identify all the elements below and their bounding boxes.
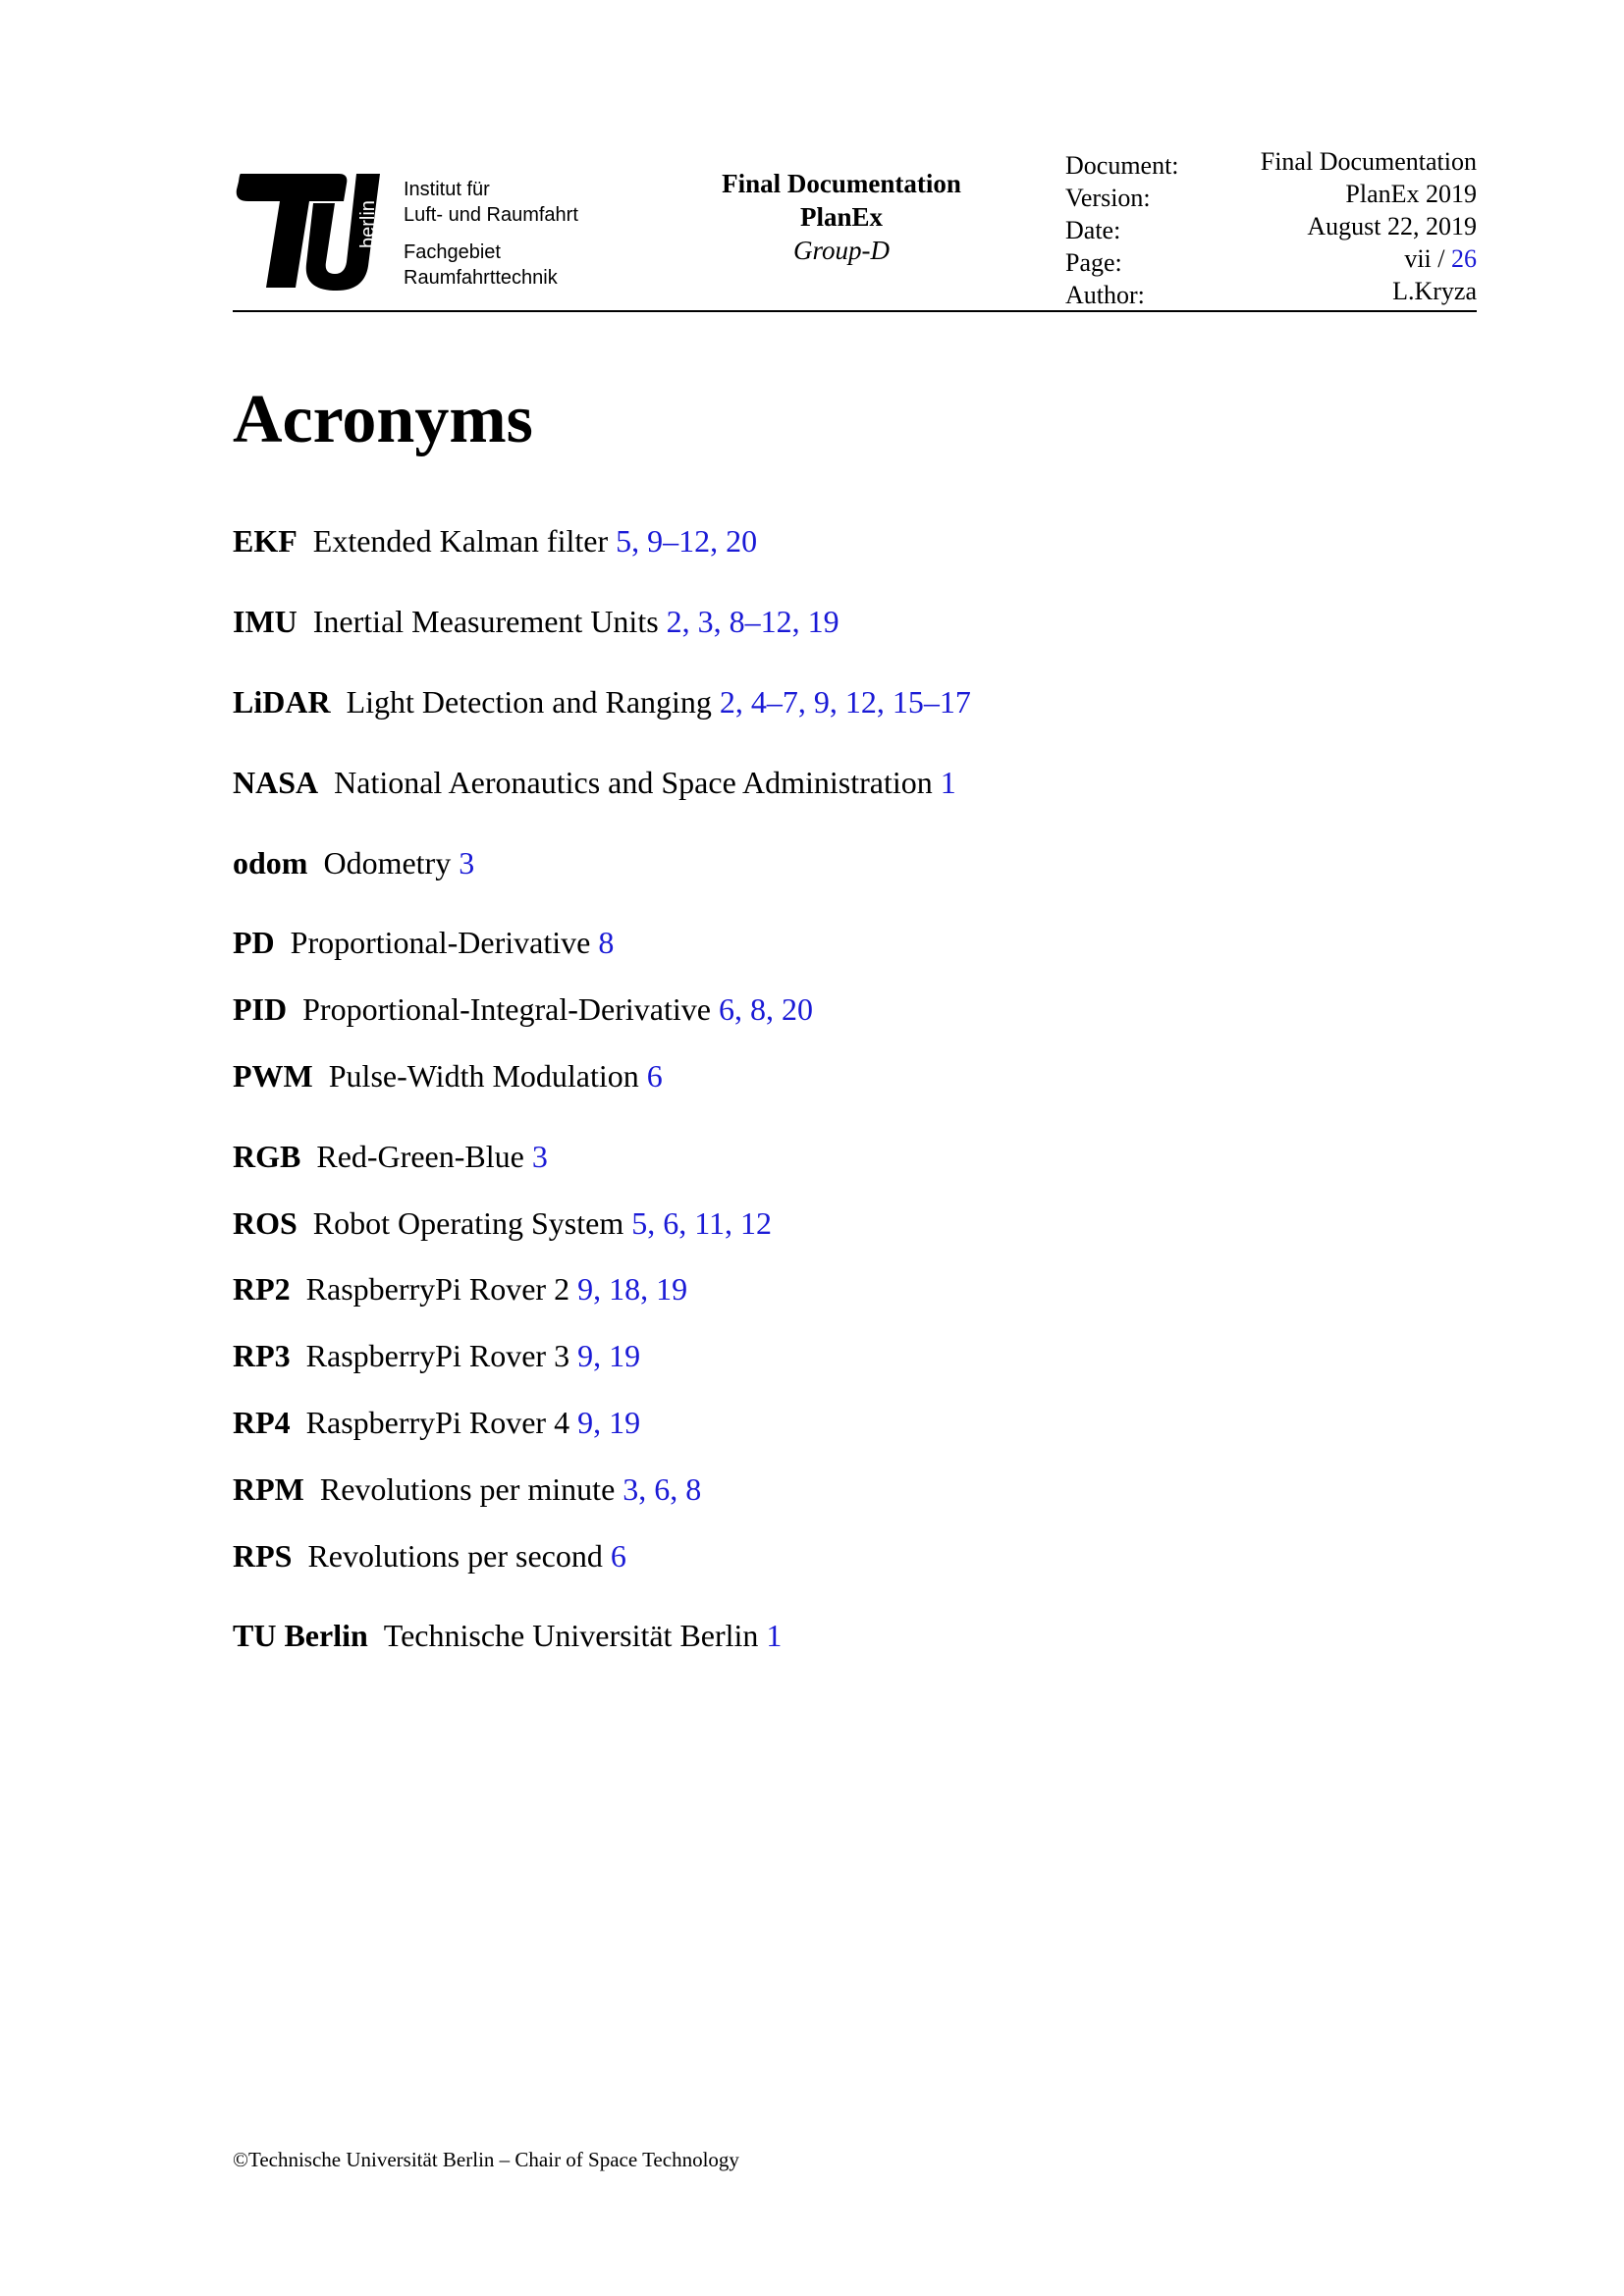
acronym-page-refs[interactable]: 6 xyxy=(610,1538,626,1574)
acronym-term: LiDAR xyxy=(233,684,331,720)
meta-document-value: Final Documentation xyxy=(1260,147,1477,176)
acronym-term: RGB xyxy=(233,1139,301,1174)
page-header xyxy=(233,147,1477,312)
acronym-definition: Extended Kalman filter xyxy=(312,523,609,559)
acronym-term: PD xyxy=(233,925,275,960)
acronym-term: ROS xyxy=(233,1205,298,1241)
doc-title: Final Documentation xyxy=(722,169,961,198)
meta-page-value xyxy=(1404,242,1477,275)
meta-author xyxy=(1065,277,1477,309)
acronym-page-refs[interactable]: 5, 9–12, 20 xyxy=(616,523,758,559)
department-line-2: Raumfahrttechnik xyxy=(404,267,558,289)
acronym-page-refs[interactable]: 2, 3, 8–12, 19 xyxy=(666,604,839,639)
acronym-definition: Proportional-Integral-Derivative xyxy=(302,991,711,1027)
acronym-entry xyxy=(233,1403,640,1442)
acronym-entry xyxy=(233,1616,782,1655)
tu-berlin-logo xyxy=(233,172,386,292)
acronym-term: RPS xyxy=(233,1538,293,1574)
acronym-entry xyxy=(233,602,839,641)
acronym-definition: Red-Green-Blue xyxy=(316,1139,524,1174)
acronym-page-refs[interactable]: 3 xyxy=(459,845,475,881)
institute-line-1: Institut für xyxy=(404,179,490,200)
acronym-page-refs[interactable]: 2, 4–7, 9, 12, 15–17 xyxy=(719,684,971,720)
acronym-entry xyxy=(233,843,474,882)
acronym-definition: RaspberryPi Rover 3 xyxy=(305,1338,570,1373)
acronym-definition: Inertial Measurement Units xyxy=(312,604,659,639)
institute-line-2: Luft- und Raumfahrt xyxy=(404,204,578,226)
meta-author-value: L.Kryza xyxy=(1392,277,1477,305)
acronym-definition: Revolutions per minute xyxy=(319,1471,616,1507)
logo-wordmark: berlin xyxy=(357,200,379,248)
acronym-entry xyxy=(233,1536,626,1575)
department-line-1: Fachgebiet xyxy=(404,241,501,263)
acronym-entry xyxy=(233,1203,772,1243)
group-name: Group-D xyxy=(793,236,890,265)
acronym-entry xyxy=(233,1469,701,1509)
acronym-term: EKF xyxy=(233,523,298,559)
meta-document-label: Document: xyxy=(1065,151,1179,180)
acronym-page-refs[interactable]: 6 xyxy=(646,1058,663,1094)
acronym-entry xyxy=(233,521,757,561)
acronym-term: RP3 xyxy=(233,1338,291,1373)
acronym-page-refs[interactable]: 3 xyxy=(531,1139,548,1174)
acronym-page-refs[interactable]: 9, 19 xyxy=(577,1338,641,1373)
acronym-term: PID xyxy=(233,991,288,1027)
acronym-definition: Technische Universität Berlin xyxy=(383,1618,759,1653)
meta-page xyxy=(1065,244,1477,277)
acronym-definition: RaspberryPi Rover 2 xyxy=(305,1271,570,1307)
acronym-page-refs[interactable]: 5, 6, 11, 12 xyxy=(631,1205,773,1241)
acronym-entry xyxy=(233,682,971,721)
acronym-entry xyxy=(233,989,813,1029)
acronym-term: RP2 xyxy=(233,1271,291,1307)
acronym-definition: Revolutions per second xyxy=(307,1538,603,1574)
document-meta xyxy=(1065,147,1477,309)
acronym-page-refs[interactable]: 3, 6, 8 xyxy=(623,1471,702,1507)
meta-date-value: August 22, 2019 xyxy=(1307,212,1477,240)
meta-date xyxy=(1065,212,1477,244)
acronym-term: TU Berlin xyxy=(233,1618,368,1653)
acronym-page-refs[interactable]: 9, 18, 19 xyxy=(577,1271,688,1307)
page-title: Acronyms xyxy=(233,382,533,457)
page-footer: ©Technische Universität Berlin – Chair of Space Technology xyxy=(233,2148,739,2171)
acronym-entry xyxy=(233,1336,640,1375)
page-total-link[interactable]: 26 xyxy=(1451,244,1477,273)
meta-page-label: Page: xyxy=(1065,248,1122,277)
acronym-definition: RaspberryPi Rover 4 xyxy=(305,1405,570,1440)
acronym-term: RPM xyxy=(233,1471,304,1507)
acronym-term: odom xyxy=(233,845,308,881)
meta-version-value: PlanEx 2019 xyxy=(1345,180,1477,208)
acronym-definition: Robot Operating System xyxy=(312,1205,624,1241)
acronym-term: PWM xyxy=(233,1058,313,1094)
meta-version xyxy=(1065,180,1477,212)
meta-version-label: Version: xyxy=(1065,184,1151,212)
acronym-entry xyxy=(233,1056,663,1095)
acronym-page-refs[interactable]: 6, 8, 20 xyxy=(718,991,813,1027)
acronym-entry xyxy=(233,923,614,962)
acronym-term: NASA xyxy=(233,765,319,800)
acronym-entry xyxy=(233,1137,548,1176)
acronym-definition: Proportional-Derivative xyxy=(290,925,591,960)
acronym-definition: Light Detection and Ranging xyxy=(346,684,712,720)
document-heading xyxy=(684,167,999,267)
acronym-page-refs[interactable]: 9, 19 xyxy=(577,1405,641,1440)
acronym-term: IMU xyxy=(233,604,298,639)
meta-author-label: Author: xyxy=(1065,281,1145,309)
acronym-definition: Odometry xyxy=(323,845,452,881)
acronym-page-refs[interactable]: 1 xyxy=(940,765,956,800)
acronym-definition: Pulse-Width Modulation xyxy=(328,1058,639,1094)
project-name: PlanEx xyxy=(799,202,884,232)
acronym-term: RP4 xyxy=(233,1405,291,1440)
institute-block xyxy=(404,177,578,291)
acronym-definition: National Aeronautics and Space Administration xyxy=(334,765,933,800)
page-current: vii / xyxy=(1404,244,1451,273)
meta-document xyxy=(1065,147,1477,180)
acronym-page-refs[interactable]: 1 xyxy=(766,1618,783,1653)
acronym-entry xyxy=(233,1269,687,1308)
acronym-page-refs[interactable]: 8 xyxy=(598,925,615,960)
acronym-entry xyxy=(233,763,956,802)
meta-date-label: Date: xyxy=(1065,216,1121,244)
